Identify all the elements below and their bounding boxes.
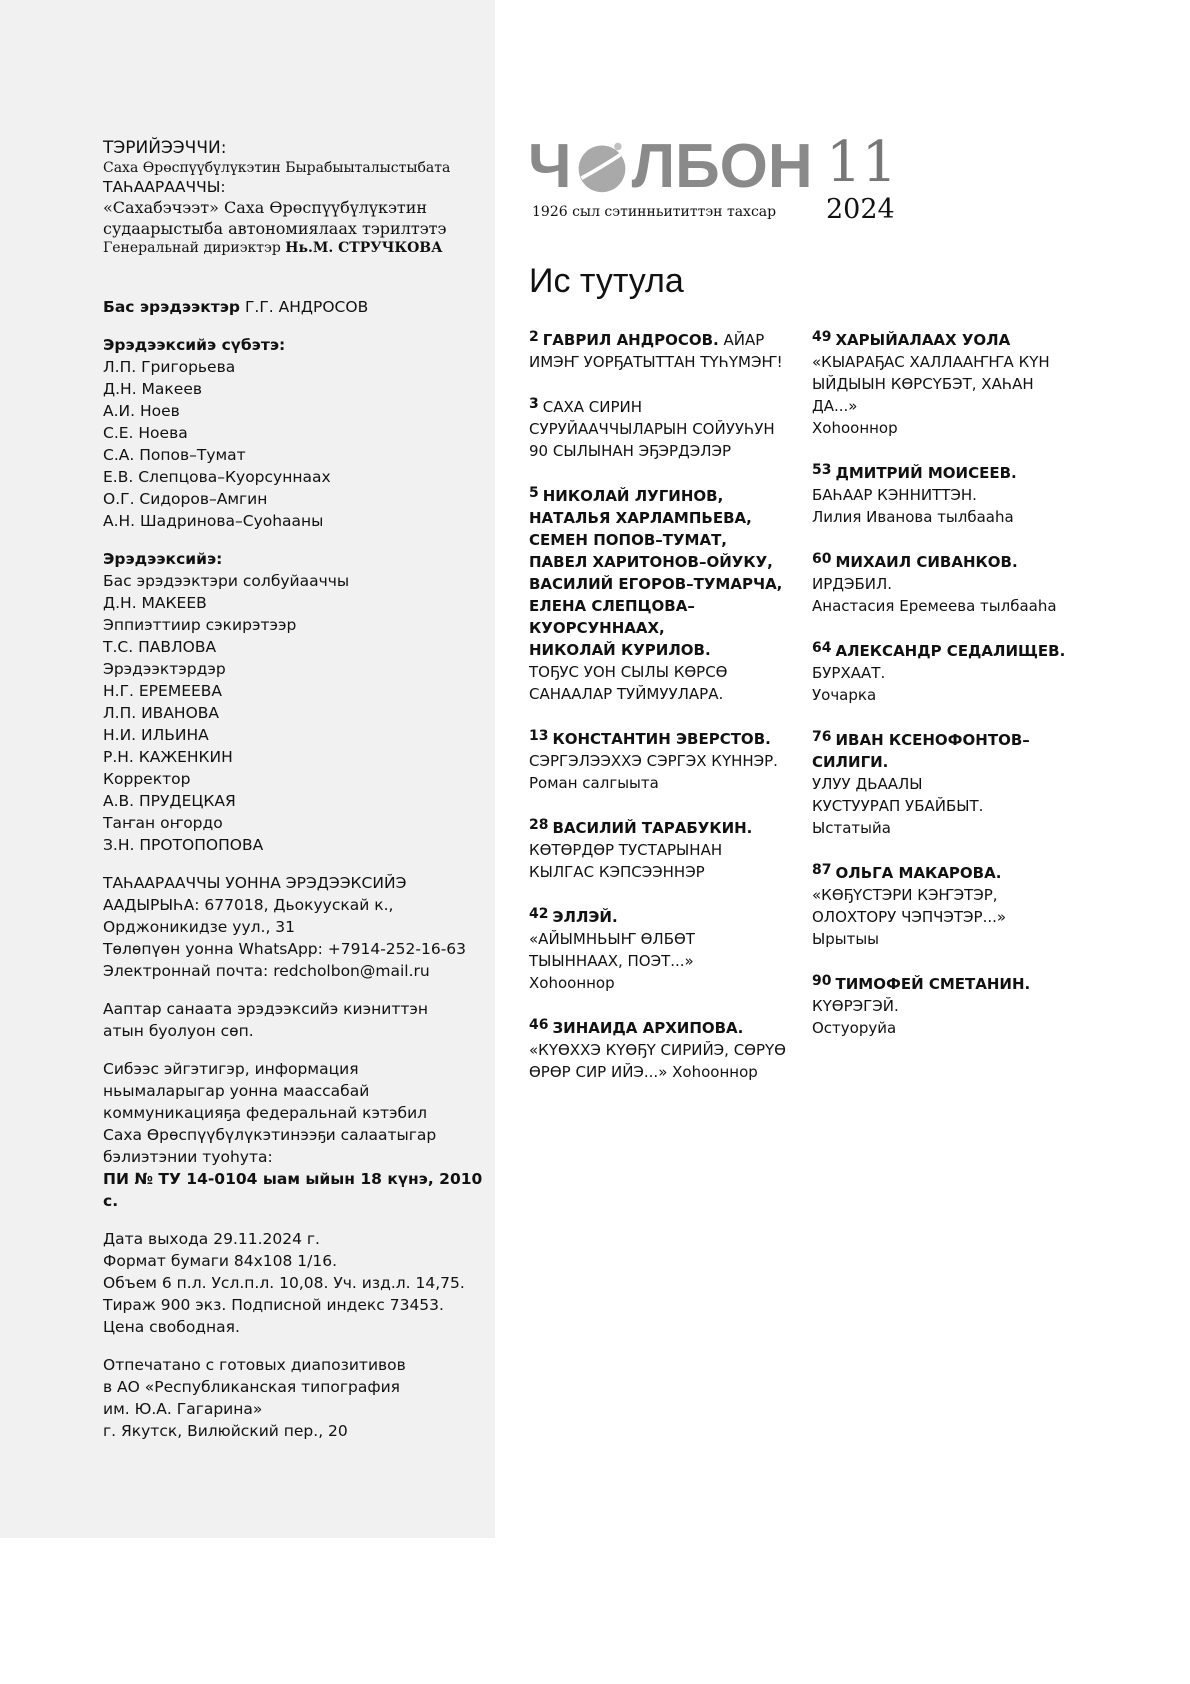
- staff-line: Бас эрэдээктэри солбуйааччы: [103, 572, 350, 590]
- printer-info: [103, 1354, 488, 1442]
- registration-line: ньымаларыгар уонна маассабай: [103, 1082, 370, 1100]
- entry-author: ЭЛЛЭЙ.: [552, 908, 618, 926]
- director-label: Генеральнай дириэктэр: [103, 240, 281, 256]
- entry-title-line: КӨТӨРДӨР ТУСТАРЫНАН: [529, 841, 723, 859]
- contents-entry: [529, 482, 799, 705]
- entry-title-line: САНААЛАР ТУЙМУУЛАРА.: [529, 685, 724, 703]
- board-member: А.И. Ноев: [103, 402, 180, 420]
- entry-title-line: 90 СЫЛЫНАН ЭҔЭРДЭЛЭР: [529, 442, 732, 460]
- entry-title-line: СЭРГЭЛЭЭХХЭ СЭРГЭХ КҮННЭР.: [529, 752, 778, 770]
- entry-title-line: «КЫАРАҔАС ХАЛЛААҤҤА КҮН: [812, 353, 1050, 371]
- staff-line: Д.Н. МАКЕЕВ: [103, 594, 207, 612]
- page-number: 5: [529, 485, 539, 501]
- address-line: ТАҺААРААЧЧЫ УОННА ЭРЭДЭЭКСИЙЭ: [103, 874, 407, 892]
- entry-title-line: ОЛОХТОРУ ЧЭПЧЭТЭР...»: [812, 908, 1007, 926]
- contents-entry: [529, 814, 799, 883]
- chief-editor-name: Г.Г. АНДРОСОВ: [244, 298, 369, 316]
- printer-line: в АО «Республиканская типография: [103, 1378, 401, 1396]
- entry-title-line: ТОҔУС УОН СЫЛЫ КӨРСӨ: [529, 663, 728, 681]
- publisher-line2: судаарыстыба автономиялаах тэрилтэтэ: [103, 219, 447, 238]
- page-number: 13: [529, 728, 549, 744]
- entry-author: НИКОЛАЙ КУРИЛОВ.: [529, 641, 711, 659]
- board-member: А.Н. Шадринова–Суоһааны: [103, 512, 324, 530]
- issue-number: 11: [826, 130, 898, 195]
- issue-year: 2024: [826, 194, 895, 225]
- printer-line: г. Якутск, Вилюйский пер., 20: [103, 1422, 348, 1440]
- entry-title-line: Ыстатыйа: [812, 819, 891, 837]
- magazine-logo: Ч ЛБОН: [528, 132, 813, 201]
- board-member: С.Е. Ноева: [103, 424, 188, 442]
- entry-title-line: «КӨҔҮСТЭРИ КЭҤЭТЭР,: [812, 886, 998, 904]
- registration-line: коммуникацияҕа федеральнай кэтэбил: [103, 1104, 428, 1122]
- contents-entry: [812, 548, 1102, 617]
- entry-author: ДМИТРИЙ МОИСЕЕВ.: [835, 464, 1017, 482]
- entry-title-line: КЫЛГАС КЭПСЭЭННЭР: [529, 863, 705, 881]
- entry-author: НИКОЛАЙ ЛУГИНОВ,: [542, 487, 724, 505]
- entry-title-line: Лилия Иванова тылбааһа: [812, 508, 1014, 526]
- entry-title-line: СУРУЙААЧЧЫЛАРЫН СОЙУУҺУН: [529, 420, 775, 438]
- entry-author: ЕЛЕНА СЛЕПЦОВА–: [529, 597, 695, 615]
- entry-author: ТИМОФЕЙ СМЕТАНИН.: [835, 975, 1031, 993]
- entry-title-line: Хоһооннор: [529, 974, 615, 992]
- tagline: 1926 сыл сэтинньититтэн тахсар: [532, 204, 777, 220]
- founder-name: Саха Өрөспүүбүлүкэтин Бырабыыталыстыбата: [103, 160, 451, 176]
- contents-entry: [812, 726, 1102, 839]
- entry-title-line: КУСТУУРАП УБАЙБЫТ.: [812, 797, 984, 815]
- print-info-line: Объем 6 п.л. Усл.п.л. 10,08. Уч. изд.л. 14,75.: [103, 1274, 465, 1292]
- entry-author: ПАВЕЛ ХАРИТОНОВ–ОЙУКУ,: [529, 553, 773, 571]
- registration-line: Сибээс эйгэтигэр, информация: [103, 1060, 359, 1078]
- entry-author: АЛЕКСАНДР СЕДАЛИЩЕВ.: [835, 642, 1066, 660]
- staff-line: Н.Г. ЕРЕМЕЕВА: [103, 682, 223, 700]
- entry-title-line: Роман салгыыта: [529, 774, 659, 792]
- board-member: С.А. Попов–Тумат: [103, 446, 246, 464]
- entry-title-line: Хоһооннор: [812, 419, 898, 437]
- entry-author: ВАСИЛИЙ ТАРАБУКИН.: [552, 819, 753, 837]
- page-number: 90: [812, 973, 832, 989]
- entry-title-line: Остуоруйа: [812, 1019, 897, 1037]
- address-block: [103, 872, 488, 982]
- entry-author: ХАРЫЙАЛААХ УОЛА: [835, 331, 1011, 349]
- print-info-line: Формат бумаги 84х108 1/16.: [103, 1252, 338, 1270]
- board-member: Д.Н. Макеев: [103, 380, 202, 398]
- address-line: Электроннай почта: redcholbon@mail.ru: [103, 962, 430, 980]
- entry-title-line: КҮӨРЭГЭЙ.: [812, 997, 899, 1015]
- contents-entry: [812, 637, 1102, 706]
- contents-entry: [812, 326, 1102, 439]
- staff-line: З.Н. ПРОТОПОПОВА: [103, 836, 264, 854]
- entry-title-line: БУРХААТ.: [812, 664, 886, 682]
- entry-author: ЗИНАИДА АРХИПОВА.: [552, 1019, 744, 1037]
- entry-title-line: Анастасия Еремеева тылбааһа: [812, 597, 1057, 615]
- entry-author: ВАСИЛИЙ ЕГОРОВ–ТУМАРЧА,: [529, 575, 783, 593]
- page-number: 53: [812, 462, 832, 478]
- page-number: 28: [529, 817, 549, 833]
- printer-line: им. Ю.А. Гагарина»: [103, 1400, 263, 1418]
- print-info-line: Дата выхода 29.11.2024 г.: [103, 1230, 320, 1248]
- contents-entry: [812, 459, 1102, 528]
- note-line: атын буолуон сөп.: [103, 1022, 254, 1040]
- entry-title-line: БАҺААР КЭННИТТЭН.: [812, 486, 977, 504]
- entry-title-line: «АЙЫМНЬЫҤ ӨЛБӨТ: [529, 930, 695, 948]
- staff-line: Таҥан оҥордо: [103, 814, 223, 832]
- page-number: 64: [812, 640, 832, 656]
- masthead: [528, 132, 1028, 232]
- entry-author: НАТАЛЬЯ ХАРЛАМПЬЕВА,: [529, 509, 752, 527]
- board-member: О.Г. Сидоров–Амгин: [103, 490, 268, 508]
- page-number: 46: [529, 1017, 549, 1033]
- entry-title-line: УЛУУ ДЬААЛЫ: [812, 775, 923, 793]
- staff-label: Эрэдээксийэ:: [103, 550, 223, 568]
- author-note: [103, 998, 488, 1042]
- founder-label: ТЭРИЙЭЭЧЧИ:: [103, 138, 227, 158]
- staff-line: Р.Н. КАЖЕНКИН: [103, 748, 233, 766]
- entry-title-line: ИМЭҤ УОРҔАТЫТТАН ТҮҺҮМЭҤ!: [529, 353, 783, 371]
- staff-line: Л.П. ИВАНОВА: [103, 704, 220, 722]
- entry-title-line: ӨРӨР СИР ИЙЭ...» Хоһооннор: [529, 1063, 758, 1081]
- entry-title-line: ЫЙДЫЫН КӨРСҮБЭТ, ХАҺАН: [812, 375, 1034, 393]
- editorial-board: [103, 334, 488, 532]
- entry-title-line: ДА...»: [812, 397, 858, 415]
- colophon-sidebar: [0, 0, 495, 1538]
- director: [103, 239, 488, 258]
- planet-icon: [574, 139, 630, 195]
- registration-number: ПИ № ТУ 14-0104 ыам ыйын 18 күнэ, 2010 с.: [103, 1170, 483, 1210]
- contents-entry: [529, 725, 799, 794]
- page-number: 42: [529, 906, 549, 922]
- print-info-line: Цена свободная.: [103, 1318, 240, 1336]
- entry-author: ОЛЬГА МАКАРОВА.: [835, 864, 1002, 882]
- entry-title-line: ТЫЫННААХ, ПОЭТ...»: [529, 952, 694, 970]
- printer-line: Отпечатано с готовых диапозитивов: [103, 1356, 406, 1374]
- contents-entry: [812, 970, 1102, 1039]
- print-info-line: Тираж 900 экз. Подписной индекс 73453.: [103, 1296, 444, 1314]
- page-number: 87: [812, 862, 832, 878]
- entry-title-line: Ырытыы: [812, 930, 880, 948]
- address-line: Орджоникидзе уул., 31: [103, 918, 296, 936]
- note-line: Ааптар санаата эрэдээксийэ киэниттэн: [103, 1000, 429, 1018]
- address-line: ААДЫРЫҺА: 677018, Дьокуускай к.,: [103, 896, 394, 914]
- entry-author: СЕМЕН ПОПОВ–ТУМАТ,: [529, 531, 728, 549]
- contents-title: Ис тутула: [529, 262, 684, 300]
- print-info: [103, 1228, 488, 1338]
- entry-author: ГАВРИЛ АНДРОСОВ.: [542, 331, 719, 349]
- contents-entry: [812, 859, 1102, 950]
- publisher-label: ТАҺААРААЧЧЫ:: [103, 178, 226, 196]
- contents-entry: [529, 393, 799, 462]
- page-number: 76: [812, 729, 832, 745]
- entry-author: КУОРСУННААХ,: [529, 619, 665, 637]
- staff-line: Эрэдээктэрдэр: [103, 660, 226, 678]
- entry-author: ИВАН КСЕНОФОНТОВ–: [835, 731, 1030, 749]
- registration-line: Саха Өрөспүүбүлүкэтинээҕи салаатыгар: [103, 1126, 437, 1144]
- board-label: Эрэдээксийэ сүбэтэ:: [103, 336, 286, 354]
- page-number: 49: [812, 329, 832, 345]
- chief-editor-label: Бас эрэдээктэр: [103, 298, 241, 316]
- staff-line: Н.И. ИЛЬИНА: [103, 726, 209, 744]
- staff-line: Корректор: [103, 770, 191, 788]
- page-number: 2: [529, 329, 539, 345]
- page-number: 60: [812, 551, 832, 567]
- contents-column-2: [812, 326, 1102, 1059]
- publisher-line1: «Сахабэчээт» Саха Өрөспүүбүлүкэтин: [103, 198, 428, 217]
- entry-title-line: «КҮӨХХЭ КҮӨҔҮ СИРИЙЭ, СӨРҮӨ: [529, 1041, 786, 1059]
- entry-author: КОНСТАНТИН ЭВЕРСТОВ.: [552, 730, 771, 748]
- entry-title-line: АЙАР: [723, 331, 765, 349]
- entry-title-line: ИРДЭБИЛ.: [812, 575, 893, 593]
- address-line: Төлөпүөн уонна WhatsApp: +7914-252-16-63: [103, 940, 467, 958]
- editorial-staff: [103, 548, 488, 856]
- entry-title-line: Уочарка: [812, 686, 877, 704]
- director-name: Нь.М. СТРУЧКОВА: [285, 240, 443, 256]
- board-member: Е.В. Слепцова–Куорсуннаах: [103, 468, 331, 486]
- registration-block: [103, 1058, 488, 1212]
- board-member: Л.П. Григорьева: [103, 358, 236, 376]
- staff-line: Т.С. ПАВЛОВА: [103, 638, 217, 656]
- contents-entry: [529, 326, 799, 373]
- entry-title-line: САХА СИРИН: [542, 398, 643, 416]
- contents-entry: [529, 1014, 799, 1083]
- staff-line: Эппиэттиир сэкирэтээр: [103, 616, 297, 634]
- publisher-block: [103, 138, 488, 258]
- entry-author: СИЛИГИ.: [812, 753, 889, 771]
- chief-editor: [103, 296, 488, 318]
- page-number: 3: [529, 396, 539, 412]
- staff-line: А.В. ПРУДЕЦКАЯ: [103, 792, 236, 810]
- registration-line: бэлиэтэнии туоһута:: [103, 1148, 273, 1166]
- contents-entry: [529, 903, 799, 994]
- colophon: [103, 138, 488, 1442]
- entry-author: МИХАИЛ СИВАНКОВ.: [835, 553, 1018, 571]
- contents-column-1: [529, 326, 799, 1103]
